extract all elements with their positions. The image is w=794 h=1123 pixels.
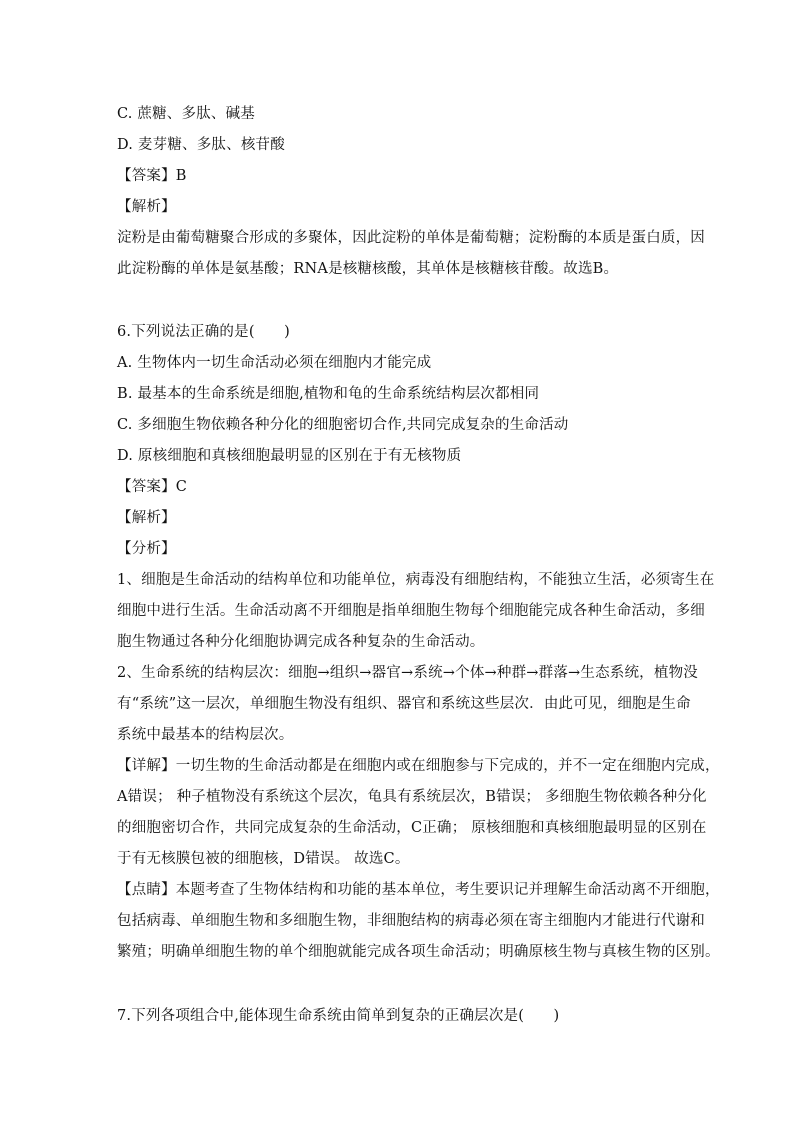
analysis-text-line: 有“系统”这一层次，单细胞生物没有组织、器官和系统这些层次．由此可见，细胞是生命 <box>117 696 691 712</box>
detail-text-line: 于有无核膜包被的细胞核，D错误。 故选C。 <box>117 851 410 867</box>
option-a-q6: A. 生物体内一切生命活动必须在细胞内才能完成 <box>117 355 432 371</box>
option-c-q6: C. 多细胞生物依赖各种分化的细胞密切合作,共同完成复杂的生命活动 <box>117 417 569 433</box>
analysis-text-line: 淀粉是由葡萄糖聚合形成的多聚体，因此淀粉的单体是葡萄糖；淀粉酶的本质是蛋白质，因 <box>117 230 705 246</box>
analysis-text-line: 细胞中进行生活。生命活动离不开细胞是指单细胞生物每个细胞能完成各种生命活动，多细 <box>117 603 705 619</box>
detail-text-line: 【详解】一切生物的生命活动都是在细胞内或在细胞参与下完成的，并不一定在细胞内完成， <box>117 758 720 774</box>
comment-text-line: 包括病毒、单细胞生物和多细胞生物，非细胞结构的病毒必须在寄主细胞内才能进行代谢和 <box>117 913 705 929</box>
option-b-q6: B. 最基本的生命系统是细胞,植物和龟的生命系统结构层次都相同 <box>117 386 540 402</box>
detail-text-line: A错误； 种子植物没有系统这个层次，龟具有系统层次，B错误； 多细胞生物依赖各种分化 <box>117 789 707 805</box>
answer-q6: 【答案】C <box>117 479 188 495</box>
option-d-q5: D. 麦芽糖、多肽、核苷酸 <box>117 137 285 153</box>
analysis-text-line: 2、生命系统的结构层次：细胞→组织→器官→系统→个体→种群→群落→生态系统，植物没 <box>117 665 698 681</box>
analysis-text-line: 此淀粉酶的单体是氨基酸；RNA是核糖核酸，其单体是核糖核苷酸。故选B。 <box>117 261 619 277</box>
question-6: 6.下列说法正确的是( ) <box>117 324 290 340</box>
comment-text-line: 繁殖；明确单细胞生物的单个细胞就能完成各项生命活动；明确原核生物与真核生物的区别。 <box>117 944 720 960</box>
option-c-q5: C. 蔗糖、多肽、碱基 <box>117 106 255 122</box>
analysis-label-q5: 【解析】 <box>117 199 176 215</box>
analysis-text-line: 系统中最基本的结构层次。 <box>117 727 294 743</box>
question-7: 7.下列各项组合中,能体现生命系统由简单到复杂的正确层次是( ) <box>117 1008 560 1024</box>
option-d-q6: D. 原核细胞和真核细胞最明显的区别在于有无核物质 <box>117 448 462 464</box>
answer-q5: 【答案】B <box>117 168 187 184</box>
comment-text-line: 【点睛】本题考查了生物体结构和功能的基本单位，考生要识记并理解生命活动离不开细胞， <box>117 882 720 898</box>
analysis-text-line: 1、细胞是生命活动的结构单位和功能单位，病毒没有细胞结构，不能独立生活，必须寄生在 <box>117 572 715 588</box>
analysis-text-line: 胞生物通过各种分化细胞协调完成各种复杂的生命活动。 <box>117 634 485 650</box>
detail-text-line: 的细胞密切合作，共同完成复杂的生命活动，C正确； 原核细胞和真核细胞最明显的区别在 <box>117 820 707 836</box>
analysis-sub-label: 【分析】 <box>117 541 176 557</box>
analysis-label-q6: 【解析】 <box>117 510 176 526</box>
